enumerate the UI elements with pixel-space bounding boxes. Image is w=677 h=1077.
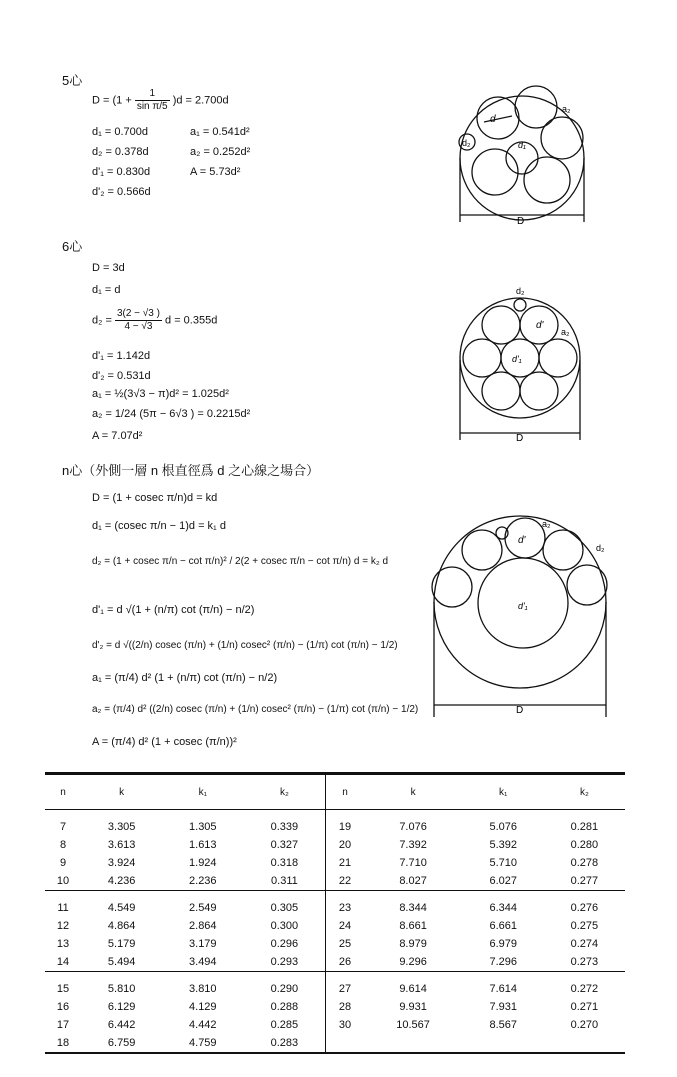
strand-circle [482,372,520,410]
formula-n-0: D = (1 + cosec π/n)d = kd [92,492,218,504]
table-cell: 6.027 [463,872,544,891]
table-cell: 21 [326,854,364,872]
row-5-2-a: d'₁ = 0.830d [92,166,151,178]
table-cell: 20 [326,836,364,854]
header-k: k [81,774,162,810]
formula-d2-6-right: d = 0.355d [165,314,218,327]
line-6-4: a₁ = ½(3√3 − π)d² = 1.025d² [92,388,229,400]
table-row [45,810,625,837]
table-cell: 0.293 [243,953,326,972]
table-cell: 24 [326,917,364,935]
header-n: n [326,774,364,810]
formula-n-2: d₂ = (1 + cosec π/n − cot π/n)² / 2(2 + cosec π/n − cot π/n) d = k₂ d [92,556,389,567]
table-cell: 6.129 [107,1001,136,1013]
section-title-5: 5心 [62,73,83,88]
table-cell: 3.494 [162,953,243,972]
table-cell: 7.931 [489,1001,517,1013]
table-cell: 5.494 [81,953,162,972]
table-cell: 5.076 [489,821,517,833]
figure-5-core [440,60,610,230]
table-row [45,836,625,854]
header-k1: k₁ [162,774,243,810]
table-cell: 0.274 [570,938,599,950]
table-cell: 16 [56,1001,70,1013]
formula-n-6: a₂ = (π/4) d² ((2/n) cosec (π/n) + (1/n) cosec² (π/n) − (1/π) cot (π/n) − 1/2) [92,704,419,715]
table-row [45,1016,625,1034]
table-cell: 0.270 [570,1019,599,1031]
table-cell: 8.979 [399,938,427,950]
table-cell: 8.661 [399,920,427,932]
line-6-5: a₂ = 1/24 (5π − 6√3 ) = 0.2215d² [92,408,251,420]
table-cell: 30 [326,1016,364,1034]
table-cell [326,1034,364,1053]
header-k2: k₂ [544,774,625,810]
formula-D-5 [92,88,229,113]
table-cell: 7.392 [399,839,427,851]
coefficient-table [45,772,625,1054]
header-k: k [364,774,463,810]
label-dp: d' [536,320,544,331]
table-cell: 0.277 [544,872,625,891]
section-title-n: n心（外側一層 n 根直徑爲 d 之心線之場合） [62,463,320,478]
table-cell: 0.283 [270,1037,299,1049]
header-n: n [45,774,81,810]
table-row [45,935,625,953]
table-cell: 19 [326,810,364,837]
label-d1p: d'₁ [518,601,528,611]
table-row [45,972,625,999]
table-cell: 5.710 [489,857,517,869]
table-row [45,854,625,872]
fraction-numerator: 3(2 − √3 ) [116,308,160,319]
table-cell: 8.567 [489,1019,517,1031]
table-cell: 10 [45,872,81,891]
label-D: D [516,433,524,444]
table-row [45,917,625,935]
table-cell: 14 [45,953,81,972]
figure-6-core [450,280,590,445]
label-dp: d' [518,535,526,546]
table-cell: 7 [59,821,67,833]
row-5-2-b: A = 5.73d² [190,166,241,178]
table-body [45,774,625,1054]
strand-circle [477,97,519,139]
table-cell: 0.300 [270,920,299,932]
line-6-3: d'₂ = 0.531d [92,370,151,382]
table-cell: 0.275 [570,920,599,932]
filler-circle [514,299,526,311]
formula-D-5-right: )d = 2.700d [172,94,229,107]
table-cell: 0.305 [270,902,299,914]
table-cell: 0.280 [570,839,599,851]
table-row [45,891,625,918]
label-d: d [490,114,496,125]
table-cell: 0.276 [570,902,599,914]
formula-n-7: A = (π/4) d² (1 + cosec (π/n))² [92,736,237,748]
table-cell: 3.613 [107,839,136,851]
formula-n-3: d'₁ = d √(1 + (n/π) cot (π/n) − n/2) [92,604,255,616]
table-cell: 0.272 [570,983,599,995]
strand-circle [524,157,570,203]
strand-circle [432,567,472,607]
row-5-0-b: a₁ = 0.541d² [190,126,250,138]
table-cell: 0.285 [270,1019,299,1031]
table-cell: 4.864 [107,920,136,932]
figure-n-core [430,505,610,720]
table-cell: 9.931 [399,1001,427,1013]
table-cell: 1.305 [189,821,217,833]
table-cell: 0.318 [270,857,299,869]
table-cell: 0.327 [270,839,299,851]
table-cell: 9.614 [399,983,427,995]
fraction-numerator: 1 [135,88,170,101]
table-row [45,998,625,1016]
table-cell: 27 [326,972,364,999]
table-row [45,872,625,891]
formula-n-1: d₁ = (cosec π/n − 1)d = k₁ d [92,520,226,532]
table-row [45,953,625,972]
table-cell [463,1034,544,1053]
formula-n-4: d'₂ = d √((2/n) cosec (π/n) + (1/n) cosec² (π/n) − (1/π) cot (π/n) − 1/2) [92,640,398,651]
table-cell: 6.344 [489,902,517,914]
table-cell: 4.759 [189,1037,217,1049]
table-cell: 22 [326,872,364,891]
line-6-1: d₁ = d [92,284,121,296]
table-cell: 18 [56,1037,70,1049]
table-cell: 1.613 [189,839,217,851]
table-cell: 3.179 [189,938,217,950]
table-cell: 3.305 [107,821,136,833]
row-5-0-a: d₁ = 0.700d [92,126,149,138]
table-cell: 0.290 [270,983,299,995]
table-cell: 0.296 [270,938,299,950]
strand-circle [539,339,577,377]
table-cell: 12 [56,920,70,932]
formula-d2-6-left: d₂ = [92,314,112,327]
strand-circle [482,306,520,344]
strand-circle [515,86,557,128]
table-cell: 0.311 [243,872,326,891]
table-cell: 4.442 [189,1019,217,1031]
row-5-1-b: a₂ = 0.252d² [190,146,251,158]
section-title-6: 6心 [62,239,83,254]
label-d1p: d'₁ [512,354,522,364]
table-cell: 6.979 [489,938,517,950]
table-cell: 6.661 [489,920,517,932]
table-cell: 3.924 [107,857,136,869]
table-cell: 8.344 [399,902,427,914]
table-cell: 4.236 [81,872,162,891]
table-cell: 7.614 [489,983,517,995]
line-6-0: D = 3d [92,262,125,274]
table-cell: 7.296 [463,953,544,972]
table-cell: 25 [326,935,364,953]
label-d2: d₂ [596,543,605,553]
line-6-2: d'₁ = 1.142d [92,350,151,362]
label-d2: d₂ [516,286,525,296]
table-cell: 15 [56,983,70,995]
table-cell: 11 [57,902,69,914]
table-cell: 0.281 [570,821,599,833]
table-cell: 0.278 [570,857,599,869]
table-cell: 7.076 [399,821,427,833]
strand-circle [520,372,558,410]
table-cell: 13 [56,938,70,950]
table-cell: 0.273 [544,953,625,972]
formula-D-5-left: D = (1 + [92,94,132,107]
table-cell: 5.810 [107,983,136,995]
table-header-row [45,774,625,810]
table-cell: 2.236 [162,872,243,891]
label-d1: d₁ [518,140,526,150]
strand-circle [463,339,501,377]
table-cell: 2.864 [189,920,217,932]
table-cell: 1.924 [189,857,217,869]
fraction-denominator: sin π/5 [136,101,168,112]
label-D: D [516,705,524,716]
header-k1: k₁ [463,774,544,810]
table-cell: 9.296 [364,953,463,972]
header-k2: k₂ [243,774,326,810]
table-cell: 8 [59,839,67,851]
table-cell: 17 [56,1019,70,1031]
table-cell [364,1034,463,1053]
table-cell: 28 [326,998,364,1016]
strand-circle [462,530,502,570]
outer-circle [460,96,584,220]
table-cell: 23 [326,891,364,918]
table-cell: 5.179 [107,938,136,950]
table-cell: 8.027 [364,872,463,891]
table-cell: 3.810 [189,983,217,995]
table-cell: 26 [326,953,364,972]
formula-d2-6 [92,308,217,333]
line-6-6: A = 7.07d² [92,430,143,442]
formula-D-5-fraction [135,88,170,113]
table-cell: 0.339 [270,821,299,833]
strand-circle [472,149,518,195]
table-cell [544,1034,625,1053]
fraction-denominator: 4 − √3 [124,321,153,332]
table-cell: 4.549 [107,902,136,914]
row-5-3-a: d'₂ = 0.566d [92,186,151,198]
table-cell: 4.129 [189,1001,217,1013]
formula-d2-6-fraction [115,308,162,333]
table-cell: 9 [59,857,67,869]
label-a2: a₂ [562,104,571,114]
table-cell: 7.710 [399,857,427,869]
table-cell: 0.288 [270,1001,299,1013]
table-cell: 2.549 [189,902,217,914]
row-5-1-a: d₂ = 0.378d [92,146,149,158]
table-cell: 6.759 [107,1037,136,1049]
strand-circle [541,117,583,159]
table-cell: 5.392 [489,839,517,851]
table-cell: 0.271 [570,1001,599,1013]
table-cell: 10.567 [396,1019,430,1031]
formula-n-5: a₁ = (π/4) d² (1 + (n/π) cot (π/n) − n/2) [92,672,278,684]
table-cell: 6.442 [107,1019,136,1031]
label-a2: a₂ [561,327,570,337]
table-row [45,1034,625,1053]
label-D: D [517,216,525,227]
strand-circle [543,530,583,570]
label-d2: d₂ [462,138,471,148]
label-a2: a₂ [542,519,551,529]
strand-circle [567,565,607,605]
